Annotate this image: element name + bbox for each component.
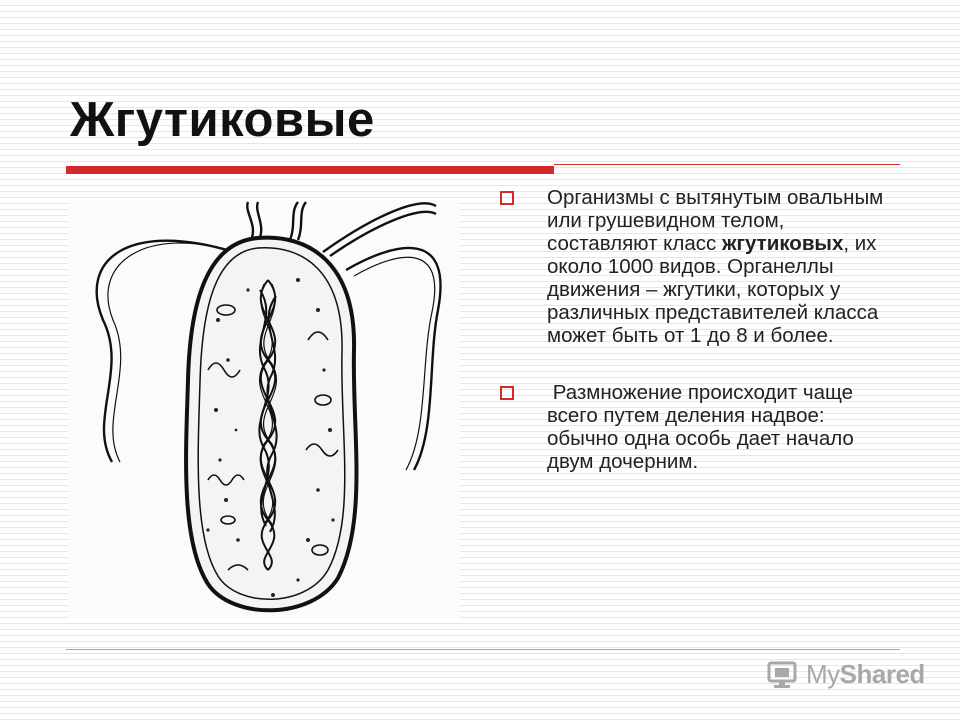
flagellate-cell-illustration xyxy=(68,200,460,618)
watermark-text xyxy=(806,659,925,690)
watermark-text-light: My xyxy=(806,658,840,689)
watermark xyxy=(766,656,925,692)
list-item xyxy=(500,381,900,473)
watermark-text-bold: Shared xyxy=(839,658,925,689)
mysharedlogo-icon xyxy=(766,657,800,691)
bottom-divider xyxy=(66,649,900,650)
list-item xyxy=(500,186,900,347)
bullet-text-before: Организмы с вытянутым овальным или грушевидном телом, составляют класс xyxy=(547,186,884,255)
title-underline-thin xyxy=(554,164,900,165)
bullet-list xyxy=(500,186,900,507)
bullet-text-after: , их около 1000 видов. Органеллы движения – жгутики, которых у различных представителей класса может быть от 1 до 8 и более. xyxy=(547,232,879,347)
page-title: Жгутиковые xyxy=(70,93,375,147)
bullet-text-bold: жгутиковых xyxy=(721,232,844,255)
bullet-text-before: Размножение происходит чаще всего путем деления надвое: обычно одна особь дает начало двум дочерним. xyxy=(547,381,860,473)
flagellate-cell-figure xyxy=(68,200,460,618)
hollow-square-icon xyxy=(500,191,514,205)
hollow-square-icon xyxy=(500,386,514,400)
title-underline-red xyxy=(66,166,554,174)
